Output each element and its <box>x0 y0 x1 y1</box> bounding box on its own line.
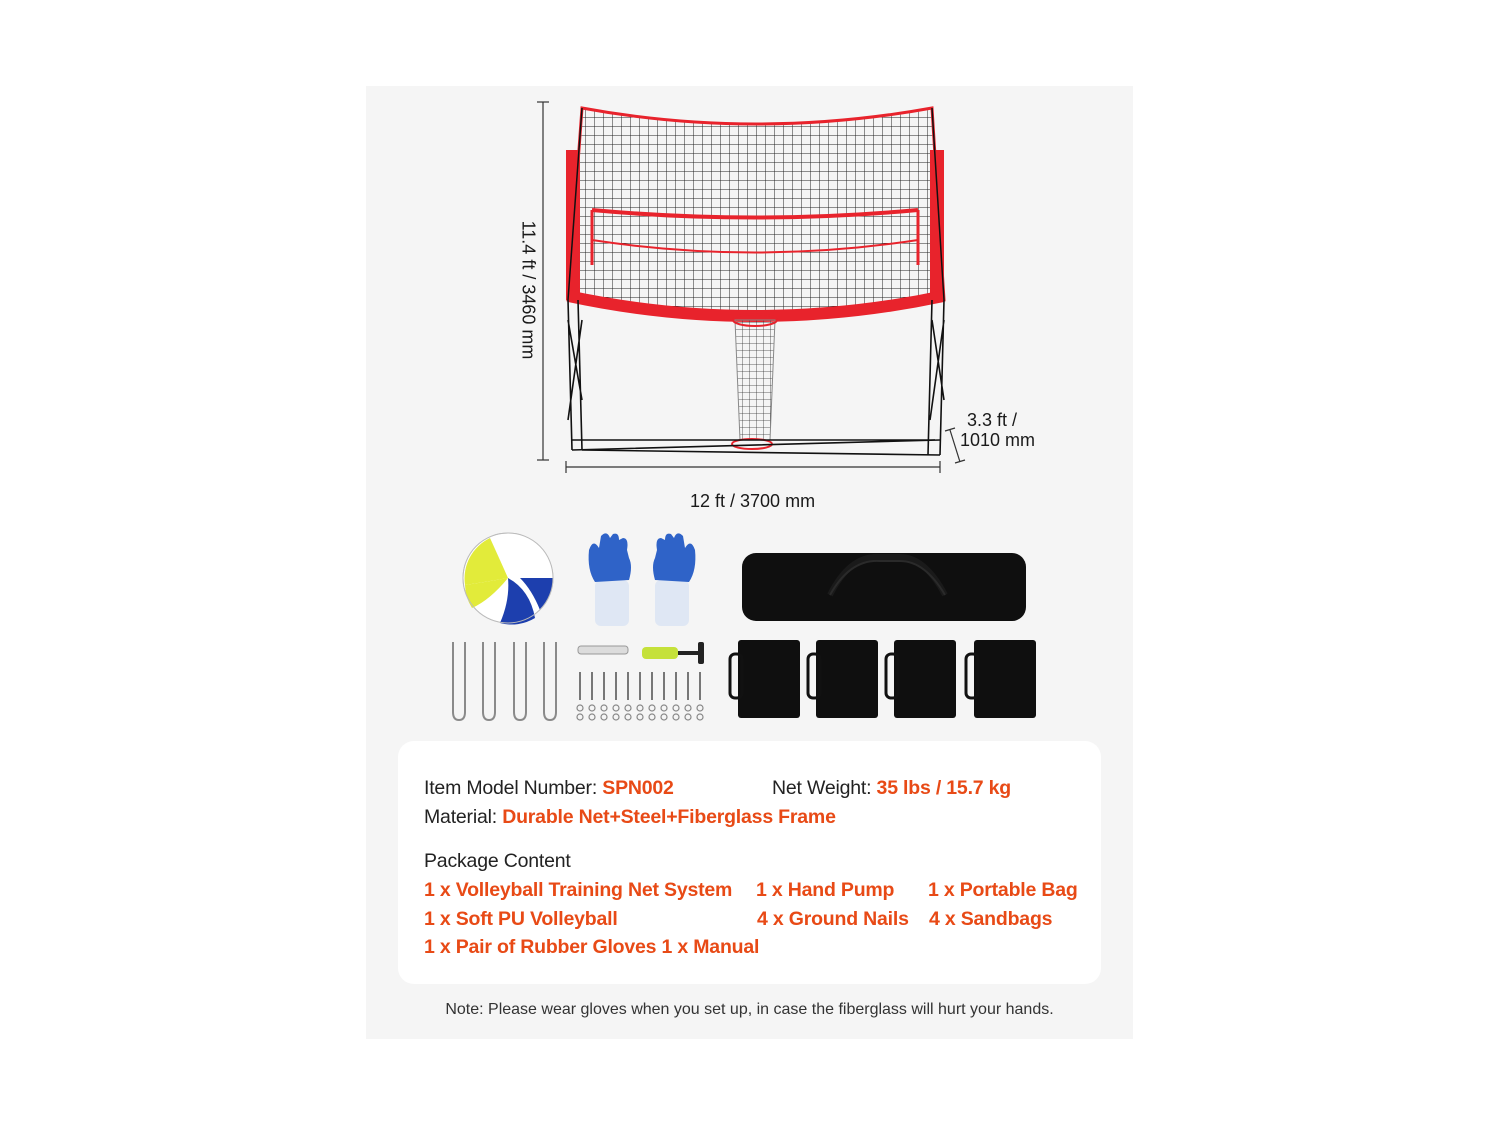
sandbag-icon <box>964 638 1036 720</box>
package-item: 1 x Hand Pump <box>756 879 895 901</box>
width-dimension-label: 12 ft / 3700 mm <box>690 491 816 511</box>
depth-dimension-label-1: 3.3 ft / <box>967 410 1018 430</box>
gloves-icon <box>583 530 703 630</box>
package-item: 1 x Soft PU Volleyball <box>424 908 618 930</box>
net-weight <box>772 777 1011 800</box>
package-title: Package Content <box>424 850 571 872</box>
package-item: 4 x Ground Nails <box>757 908 909 930</box>
package-item: 1 x Pair of Rubber Gloves 1 x Manual <box>424 936 760 958</box>
package-item: 1 x Volleyball Training Net System <box>424 879 733 901</box>
model-number <box>424 777 674 800</box>
material-value: Durable Net+Steel+Fiberglass Frame <box>502 806 836 828</box>
height-dimension-label: 11.4 ft / 3460 mm <box>518 220 539 360</box>
package-item: 4 x Sandbags <box>929 908 1053 930</box>
net-illustration <box>500 90 1020 510</box>
bag-icon <box>740 545 1030 625</box>
screws-icon <box>572 642 712 722</box>
model-label: Item Model Number: <box>424 777 603 799</box>
depth-dimension-label-2: 1010 mm <box>960 430 1036 450</box>
sandbag-icon <box>728 638 800 720</box>
weight-label: Net Weight: <box>772 777 877 799</box>
sandbag-icon <box>884 638 956 720</box>
model-value: SPN002 <box>602 777 674 799</box>
material-label: Material: <box>424 806 503 828</box>
setup-note: Note: Please wear gloves when you set up, in case the fiberglass will hurt your hands. <box>445 1001 1054 1018</box>
ground-nails-icon <box>448 640 570 722</box>
package-item: 1 x Portable Bag <box>928 879 1078 901</box>
sandbag-icon <box>806 638 878 720</box>
material <box>424 806 836 829</box>
weight-value: 35 lbs / 15.7 kg <box>876 777 1012 799</box>
volleyball-icon <box>460 530 556 626</box>
